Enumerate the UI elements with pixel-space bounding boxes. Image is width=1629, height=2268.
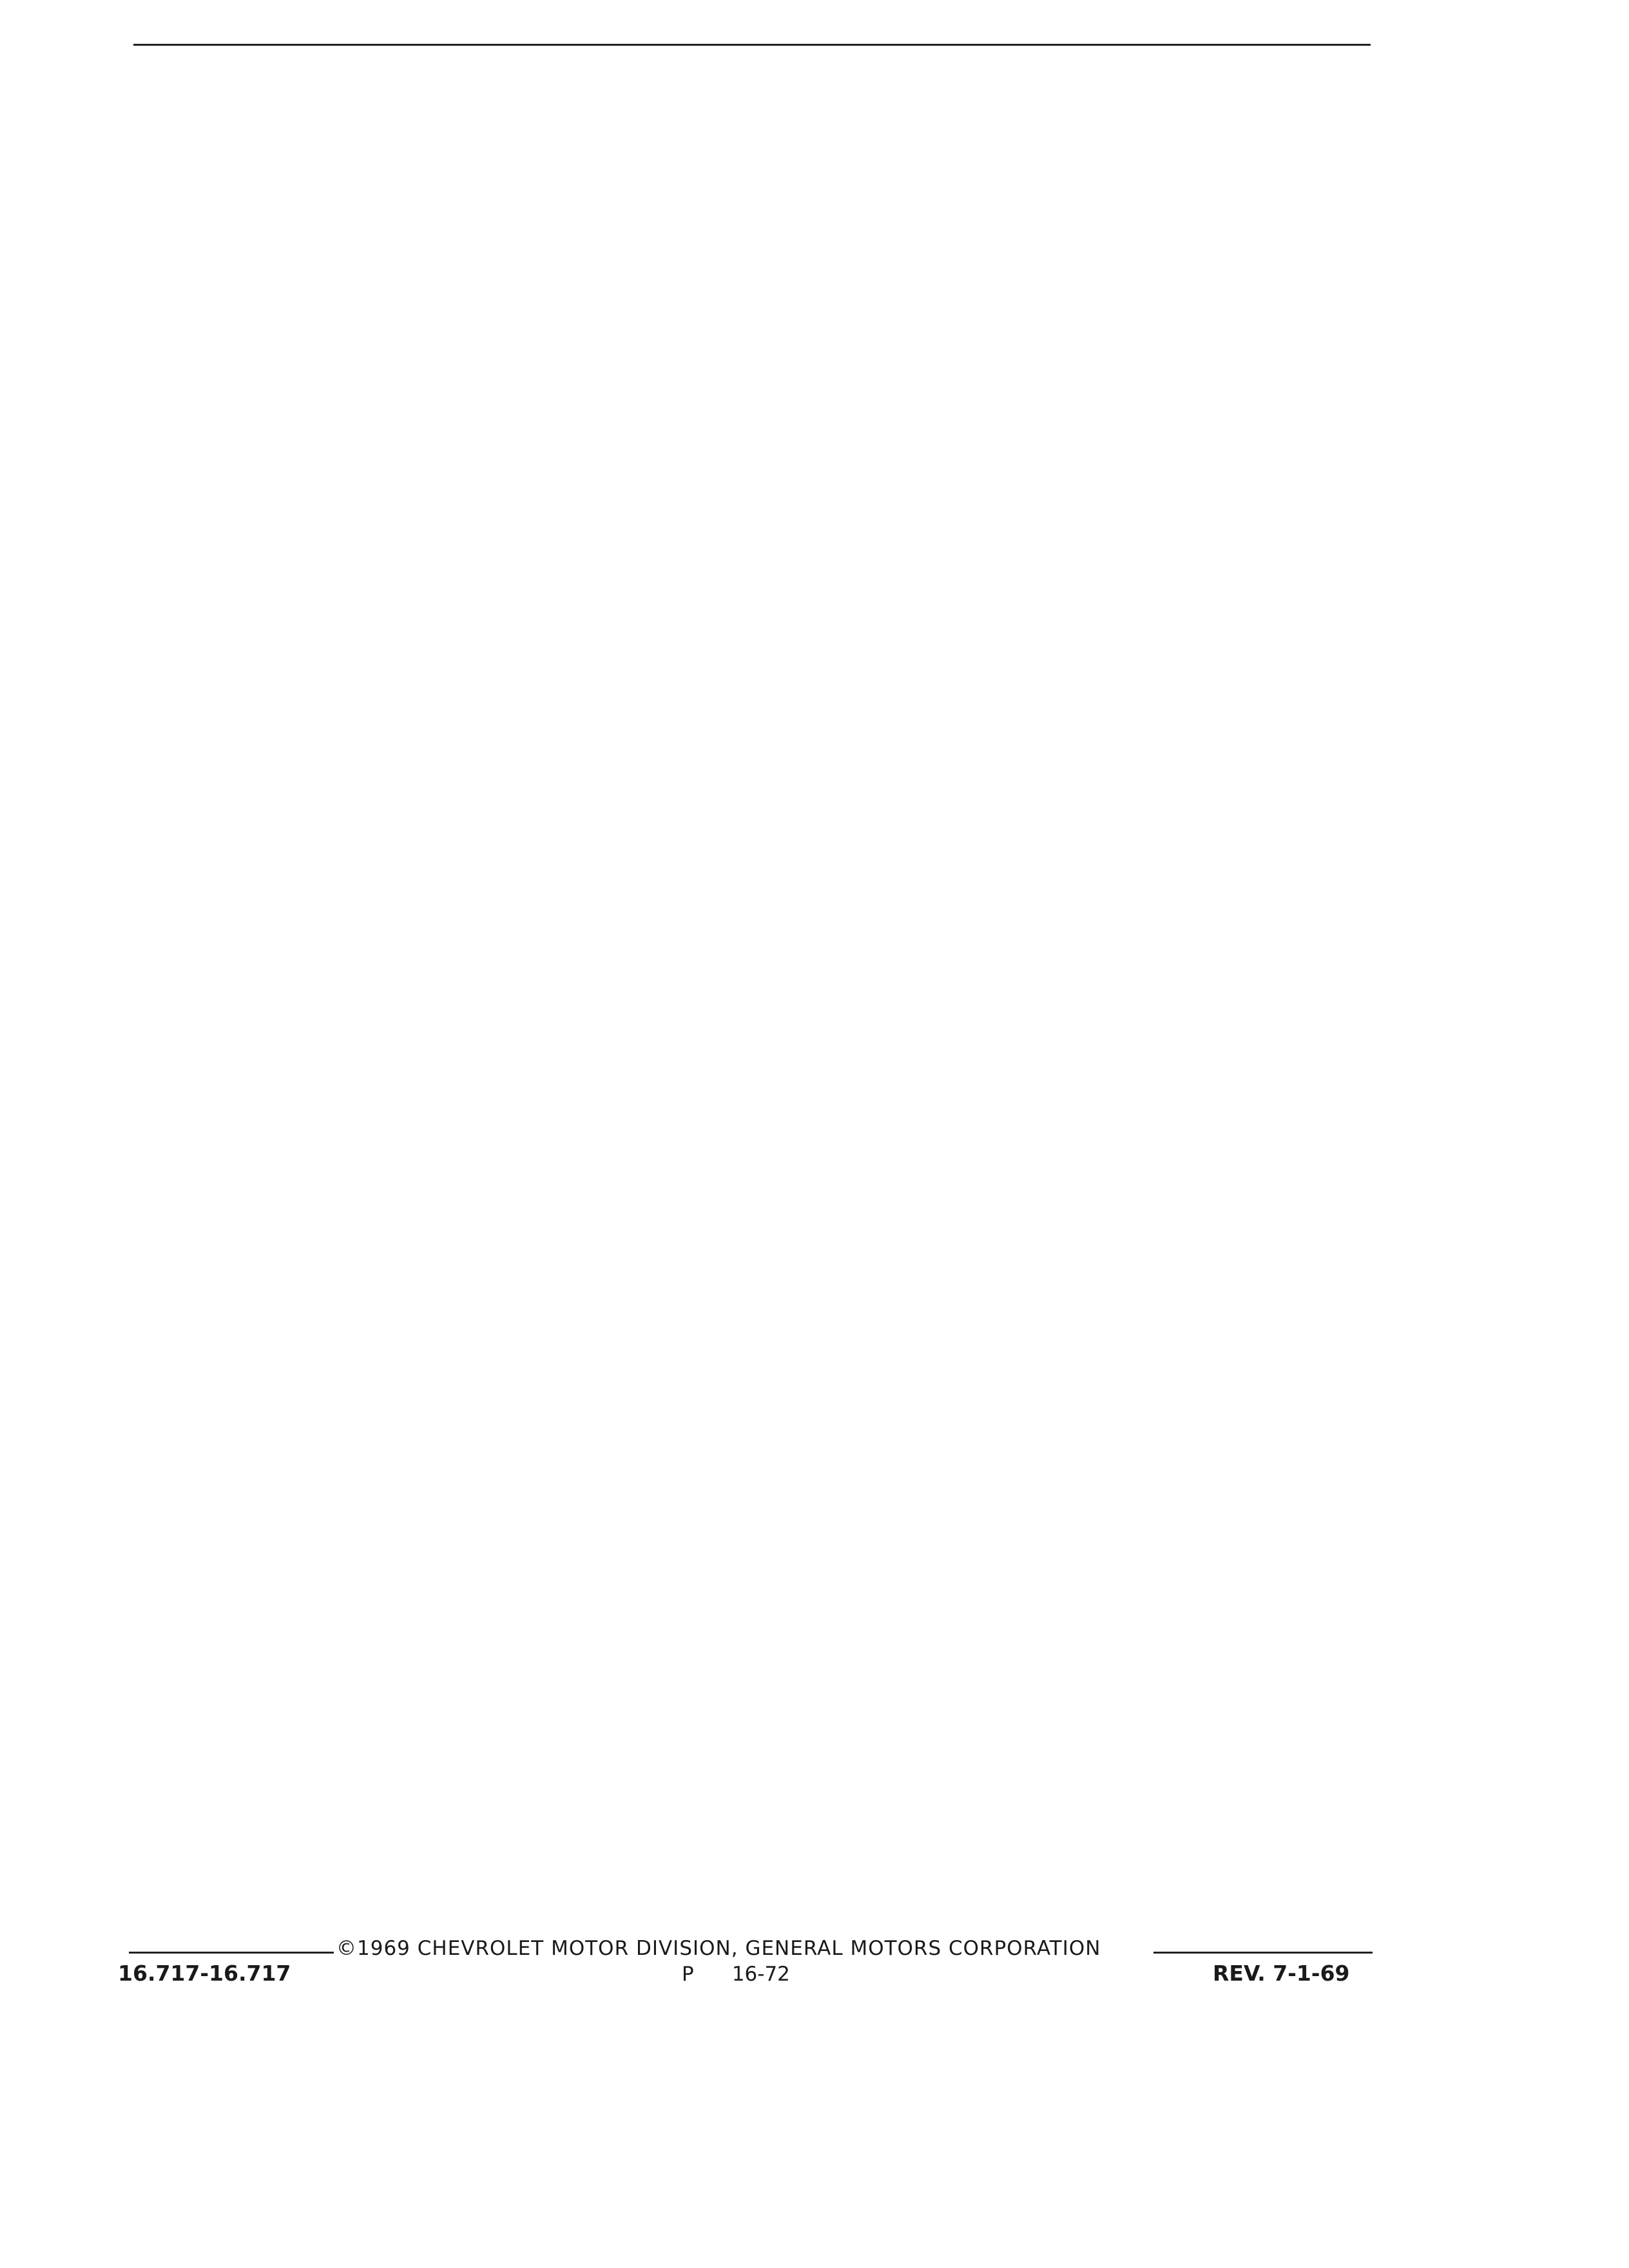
footer-rule-right [1153,1952,1373,1954]
footer-copyright: ©1969 CHEVROLET MOTOR DIVISION, GENERAL MOTORS CORPORATION [336,1937,1101,1960]
footer-rule-left [129,1952,334,1954]
top-rule [133,44,1371,46]
footer-group-number: 16.717-16.717 [118,1961,291,1986]
footer-page-number: P 16-72 [682,1963,790,1986]
footer-revision: REV. 7-1-69 [1213,1961,1350,1986]
